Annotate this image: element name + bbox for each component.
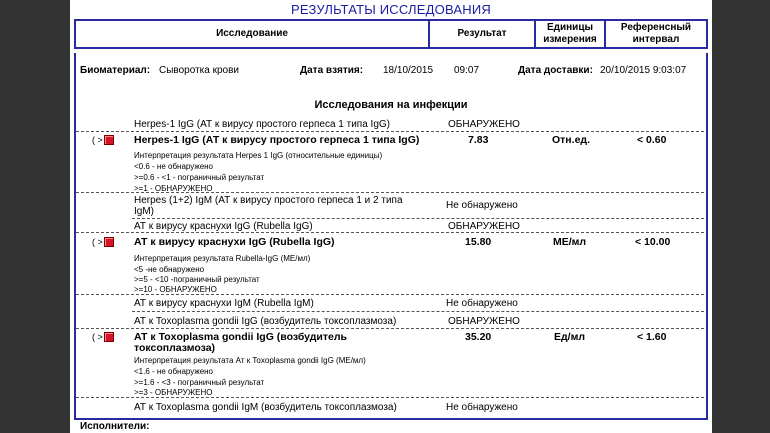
col-header-result: Результат: [457, 28, 507, 39]
interpretation-line: <5 -не обнаружено: [134, 265, 205, 274]
interpretation-line: >=0.6 - <1 - пограничный результат: [134, 173, 265, 182]
flag-icon: [104, 332, 114, 342]
test-name: Herpes-1 IgG (АТ к вирусу простого герпеса 1 типа IgG): [134, 119, 390, 130]
viewer-left-margin: [0, 0, 70, 433]
biomaterial-label: Биоматериал:: [80, 65, 151, 76]
expand-toggle-label: ( >: [92, 332, 103, 342]
expand-toggle-label: ( >: [92, 135, 103, 145]
taken-date-value: 18/10/2015: [383, 65, 434, 76]
delivery-date-label: Дата доставки:: [518, 65, 593, 76]
col-header-ref: [606, 21, 706, 47]
col-header-units-line1: Единицы: [546, 22, 594, 33]
col-header-units-line2: измерения: [543, 34, 597, 45]
row-divider: [76, 192, 704, 193]
page-title: РЕЗУЛЬТАТЫ ИССЛЕДОВАНИЯ: [290, 2, 491, 17]
col-header-ref-line2: интервал: [632, 34, 680, 45]
test-reference: < 0.60: [637, 134, 667, 146]
taken-time-value: 09:07: [454, 65, 480, 76]
interpretation-line: >=1.6 - <3 - пограничный результат: [134, 378, 265, 387]
expand-toggle-label: ( >: [92, 237, 103, 247]
interpretation-line: >=5 - <10 -пограничный результат: [134, 275, 260, 284]
row-divider: [76, 232, 704, 233]
flag-icon: [104, 237, 114, 247]
test-units: МЕ/мл: [553, 236, 587, 248]
row-divider: [132, 311, 704, 312]
test-units: Отн.ед.: [552, 134, 590, 146]
test-name: Herpes-1 IgG (АТ к вирусу простого герпеса 1 типа IgG): [134, 134, 420, 146]
biomaterial-value: Сыворотка крови: [159, 65, 239, 76]
test-result: Не обнаружено: [446, 200, 518, 211]
document-page: [70, 0, 712, 433]
interpretation-line: <0.6 - не обнаружено: [134, 162, 214, 171]
expand-toggle[interactable]: [92, 332, 114, 342]
test-result: 7.83: [468, 134, 489, 146]
viewer-right-margin: [712, 0, 770, 433]
test-result: Не обнаружено: [446, 298, 518, 309]
test-units: Ед/мл: [554, 331, 586, 343]
interpretation-line: Интерпретация результата Rubella-IgG (МЕ/мл): [134, 254, 311, 263]
col-header-units: [536, 21, 604, 47]
test-result: ОБНАРУЖЕНО: [448, 221, 520, 232]
col-header-study: Исследование: [216, 28, 288, 39]
table-bottom-border: [74, 418, 708, 420]
row-divider: [132, 218, 704, 219]
interpretation-line: >=10 - ОБНАРУЖЕНО: [134, 285, 217, 294]
test-name: АТ к вирусу краснухи IgM (Rubella IgM): [134, 298, 314, 309]
interpretation-line: >=1 - ОБНАРУЖЕНО: [134, 184, 213, 193]
row-divider: [76, 294, 704, 295]
flag-icon: [104, 135, 114, 145]
test-result: Не обнаружено: [446, 402, 518, 413]
taken-date-label: Дата взятия:: [300, 65, 364, 76]
interpretation-line: Интерпретация результата Ат к Toxoplasma gondii IgG (МЕ/мл): [134, 356, 366, 365]
performers-label: Исполнители:: [80, 421, 150, 432]
expand-toggle[interactable]: [92, 237, 114, 247]
test-result: 15.80: [465, 236, 492, 248]
test-name-cont: токсоплазмоза): [134, 342, 216, 354]
row-divider: [76, 131, 704, 132]
test-name: АТ к вирусу краснухи IgG (Rubella IgG): [134, 236, 335, 248]
interpretation-line: <1.6 - не обнаружено: [134, 367, 214, 376]
expand-toggle[interactable]: [92, 135, 114, 145]
test-result: 35.20: [465, 331, 492, 343]
interpretation-line: Интерпретация результата Herpes 1 IgG (относительные единицы): [134, 151, 383, 160]
col-header-ref-line1: Референсный: [620, 22, 692, 33]
test-name: АТ к Toxoplasma gondii IgG (возбудитель токсоплазмоза): [134, 316, 397, 327]
test-name-cont: IgM): [134, 206, 154, 217]
test-name: Herpes (1+2) IgM (АТ к вирусу простого герпеса 1 и 2 типа: [134, 195, 403, 206]
section-title: Исследования на инфекции: [314, 99, 468, 111]
test-reference: < 1.60: [637, 331, 667, 343]
delivery-date-value: 20/10/2015 9:03:07: [600, 65, 687, 76]
test-result: ОБНАРУЖЕНО: [448, 119, 520, 130]
row-divider: [76, 397, 704, 398]
interpretation-line: >=3 - ОБНАРУЖЕНО: [134, 388, 213, 397]
test-reference: < 10.00: [635, 236, 671, 248]
test-result: ОБНАРУЖЕНО: [448, 316, 520, 327]
test-name: АТ к Toxoplasma gondii IgG (возбудитель: [134, 331, 347, 343]
row-divider: [76, 328, 704, 329]
test-name: АТ к вирусу краснухи IgG (Rubella IgG): [134, 221, 313, 232]
test-name: АТ к Toxoplasma gondii IgM (возбудитель токсоплазмоза): [134, 402, 397, 413]
results-header-table: [74, 19, 708, 49]
